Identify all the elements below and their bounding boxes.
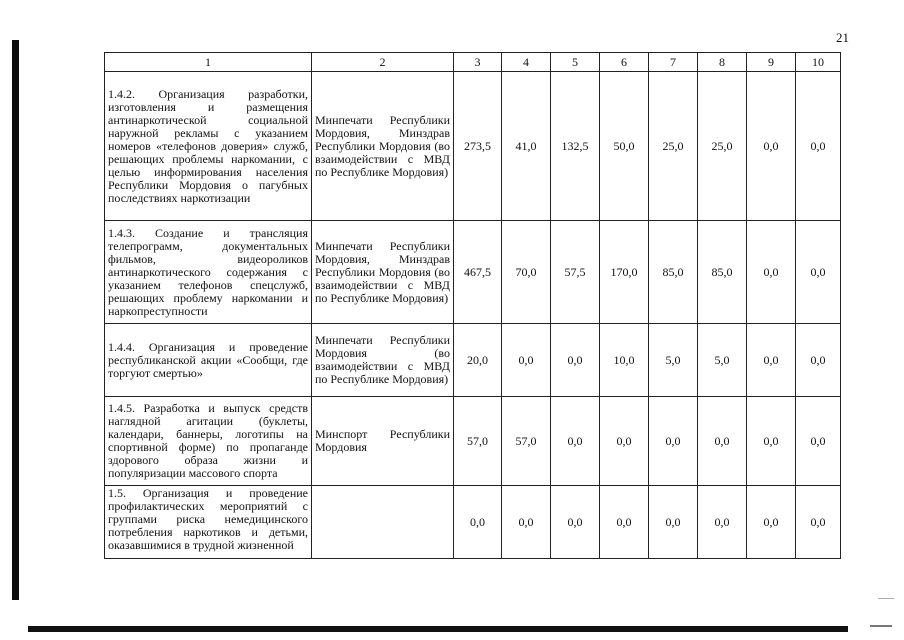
program-table <box>104 52 841 559</box>
column-header: 6 <box>600 53 649 72</box>
column-header: 4 <box>502 53 551 72</box>
value-cell: 0,0 <box>649 486 698 559</box>
value-cell: 0,0 <box>698 486 747 559</box>
column-header: 7 <box>649 53 698 72</box>
value-cell: 25,0 <box>698 72 747 221</box>
value-cell: 5,0 <box>649 324 698 397</box>
column-header: 1 <box>105 53 312 72</box>
value-cell: 0,0 <box>649 397 698 486</box>
value-cell: 57,5 <box>551 221 600 324</box>
table-row <box>105 486 841 559</box>
scan-bottom-edge-bar <box>28 626 848 632</box>
column-header: 2 <box>312 53 454 72</box>
column-header: 5 <box>551 53 600 72</box>
activity-name: 1.4.3. Создание и трансляция телепрограмм, документальных фильмов, видеороликов антинаркотического содержания с указанием телефонов спецслужб, решающих проблему наркомании и наркопреступности <box>105 221 312 324</box>
value-cell: 70,0 <box>502 221 551 324</box>
value-cell: 57,0 <box>454 397 502 486</box>
value-cell: 0,0 <box>747 486 796 559</box>
value-cell: 467,5 <box>454 221 502 324</box>
value-cell: 5,0 <box>698 324 747 397</box>
value-cell: 0,0 <box>747 397 796 486</box>
value-cell: 25,0 <box>649 72 698 221</box>
table-row <box>105 324 841 397</box>
executor: Минпечати Республики Мордовия (во взаимодействии с МВД по Республике Мордовия) <box>312 324 454 397</box>
executor <box>312 486 454 559</box>
value-cell: 273,5 <box>454 72 502 221</box>
value-cell: 0,0 <box>747 72 796 221</box>
activity-name: 1.4.5. Разработка и выпуск средств наглядной агитации (буклеты, календари, баннеры, логотипы на спортивной форме) по пропаганде здорового образа жизни и популяризации массового спорта <box>105 397 312 486</box>
value-cell: 0,0 <box>747 221 796 324</box>
activity-name: 1.5. Организация и проведение профилактических мероприятий с группами риска немедицинского потребления наркотиков и детьми, оказавшимися в трудной жизненной <box>105 486 312 559</box>
column-header: 3 <box>454 53 502 72</box>
executor: Минспорт Республики Мордовия <box>312 397 454 486</box>
value-cell: 0,0 <box>600 397 649 486</box>
value-cell: 10,0 <box>600 324 649 397</box>
table-row <box>105 397 841 486</box>
activity-name: 1.4.2. Организация разработки, изготовления и размещения антинаркотической социальной наружной рекламы с указанием номеров «телефонов доверия» служб, решающих проблемы наркомании, с целью информирования населения Республики Мордовия о пагубных последствиях наркотизации <box>105 72 312 221</box>
value-cell: 0,0 <box>796 486 841 559</box>
value-cell: 132,5 <box>551 72 600 221</box>
value-cell: 50,0 <box>600 72 649 221</box>
column-header: 9 <box>747 53 796 72</box>
activity-name: 1.4.4. Организация и проведение республиканской акции «Сообщи, где торгуют смертью» <box>105 324 312 397</box>
value-cell: 41,0 <box>502 72 551 221</box>
value-cell: 0,0 <box>796 72 841 221</box>
value-cell: 0,0 <box>747 324 796 397</box>
executor: Минпечати Республики Мордовия, Минздрав Республики Мордовия (во взаимодействии с МВД по Республике Мордовия) <box>312 72 454 221</box>
value-cell: 0,0 <box>551 324 600 397</box>
value-cell: 0,0 <box>502 486 551 559</box>
column-header: 8 <box>698 53 747 72</box>
value-cell: 85,0 <box>698 221 747 324</box>
scan-mark <box>870 625 892 627</box>
column-header: 10 <box>796 53 841 72</box>
value-cell: 0,0 <box>796 221 841 324</box>
value-cell: 85,0 <box>649 221 698 324</box>
page-number: 21 <box>836 30 849 45</box>
value-cell: 57,0 <box>502 397 551 486</box>
table-row <box>105 72 841 221</box>
value-cell: 20,0 <box>454 324 502 397</box>
value-cell: 0,0 <box>796 324 841 397</box>
value-cell: 0,0 <box>551 486 600 559</box>
scan-left-edge-bar <box>12 40 19 600</box>
value-cell: 0,0 <box>502 324 551 397</box>
value-cell: 0,0 <box>551 397 600 486</box>
scan-mark <box>878 598 894 599</box>
executor: Минпечати Республики Мордовия, Минздрав Республики Мордовия (во взаимодействии с МВД по Республике Мордовия) <box>312 221 454 324</box>
value-cell: 0,0 <box>796 397 841 486</box>
value-cell: 170,0 <box>600 221 649 324</box>
table-header-row <box>105 53 841 72</box>
value-cell: 0,0 <box>454 486 502 559</box>
value-cell: 0,0 <box>698 397 747 486</box>
table-row <box>105 221 841 324</box>
value-cell: 0,0 <box>600 486 649 559</box>
